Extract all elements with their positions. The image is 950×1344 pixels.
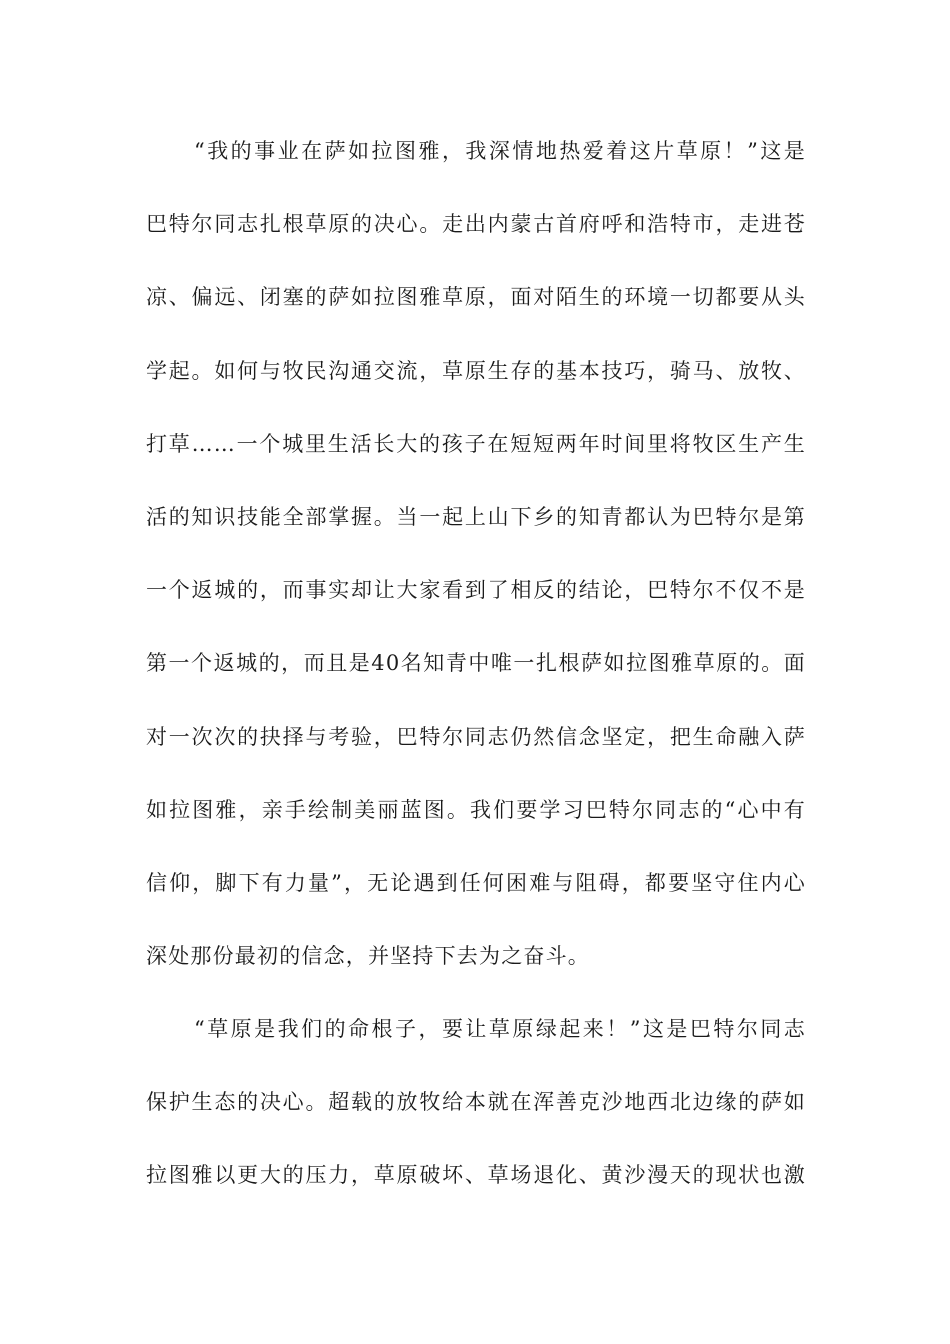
- paragraph-line: 学起。如何与牧民沟通交流，草原生存的基本技巧，骑马、放牧、: [146, 358, 806, 383]
- paragraph-line: “我的事业在萨如拉图雅，我深情地热爱着这片草原！”这是: [194, 139, 806, 163]
- paragraph-line: 对一次次的抉择与考验，巴特尔同志仍然信念坚定，把生命融入萨: [146, 724, 806, 749]
- paragraph-line: 第一个返城的，而且是40名知青中唯一扎根萨如拉图雅草原的。面: [146, 651, 806, 676]
- paragraph-line: 保护生态的决心。超载的放牧给本就在浑善克沙地西北边缘的萨如: [146, 1090, 806, 1115]
- paragraph-line: 活的知识技能全部掌握。当一起上山下乡的知青都认为巴特尔是第: [146, 504, 806, 529]
- paragraph-line: 如拉图雅，亲手绘制美丽蓝图。我们要学习巴特尔同志的“心中有: [146, 797, 806, 822]
- paragraph-line: 信仰，脚下有力量”，无论遇到任何困难与阻碍，都要坚守住内心: [146, 870, 806, 895]
- paragraph-2: [146, 993, 806, 1213]
- paragraph-line: 凉、偏远、闭塞的萨如拉图雅草原，面对陌生的环境一切都要从头: [146, 285, 806, 310]
- paragraph-1: [146, 115, 806, 993]
- paragraph-line: 一个返城的，而事实却让大家看到了相反的结论，巴特尔不仅不是: [146, 578, 806, 603]
- paragraph-line: 拉图雅以更大的压力，草原破坏、草场退化、黄沙漫天的现状也激: [146, 1163, 806, 1188]
- paragraph-line: 巴特尔同志扎根草原的决心。走出内蒙古首府呼和浩特市，走进苍: [146, 212, 806, 237]
- paragraph-line: “草原是我们的命根子，要让草原绿起来！”这是巴特尔同志: [194, 1017, 806, 1041]
- paragraph-line: 打草……一个城里生活长大的孩子在短短两年时间里将牧区生产生: [146, 431, 806, 456]
- paragraph-line: 深处那份最初的信念，并坚持下去为之奋斗。: [146, 944, 590, 969]
